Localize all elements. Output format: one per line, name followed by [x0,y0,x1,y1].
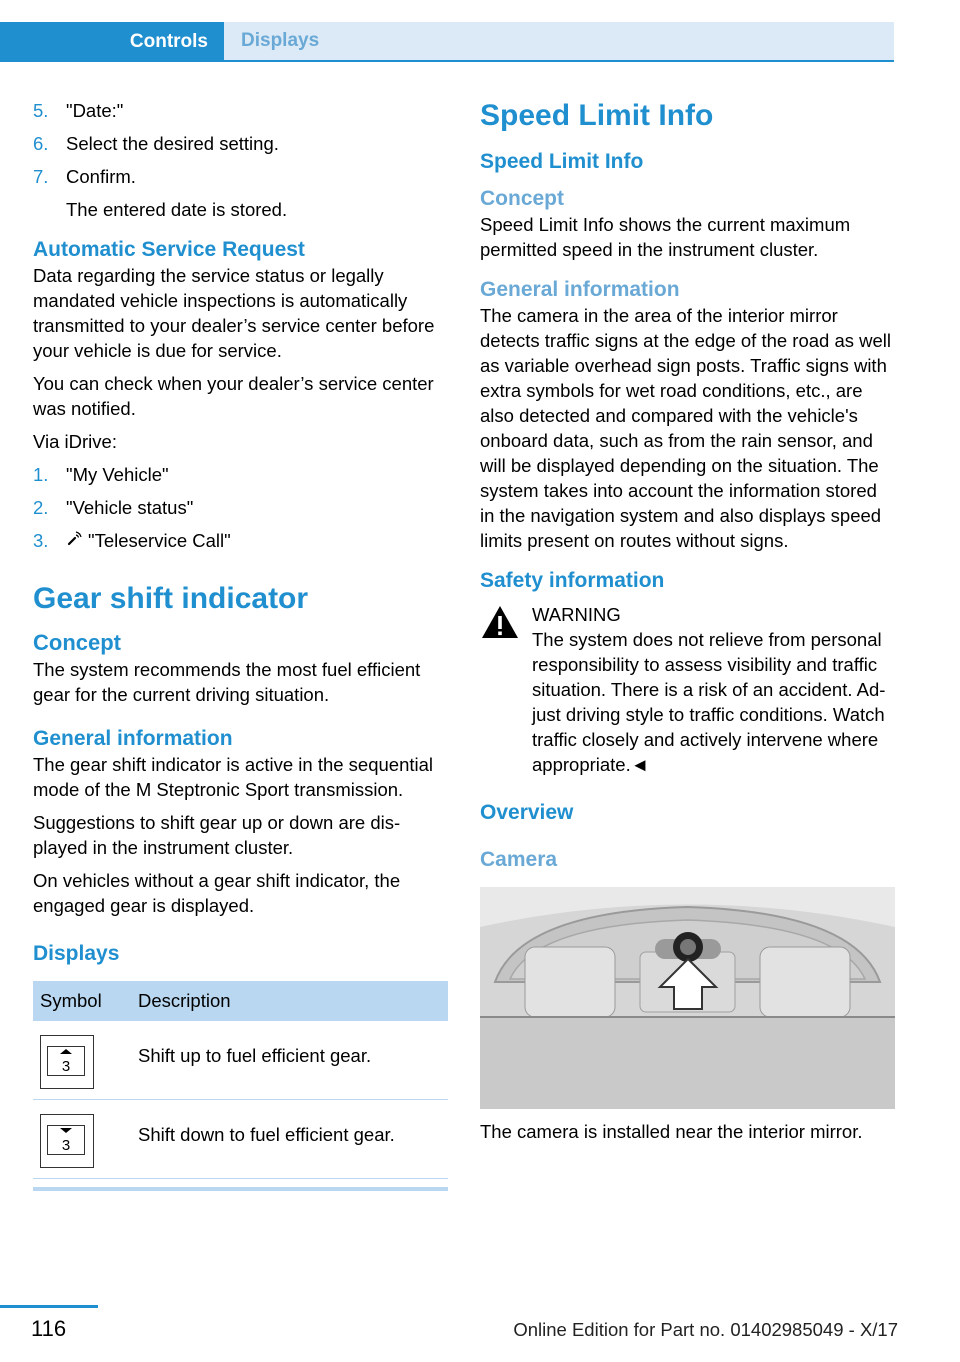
warning-triangle-icon [480,604,520,646]
displays-heading: Displays [33,942,120,965]
camera-illustration [480,887,895,1109]
safety-heading: Safety information [480,569,665,592]
list-item: 3. "Teleservice Call" [33,530,231,551]
gear-symbol-table [33,981,448,1179]
page-number: 116 [31,1316,67,1341]
asr-paragraph: Data regarding the service status or legally mandated vehicle inspections is automatically transmitted to your dealer’s service center before your vehicle is due for service. [33,265,435,361]
camera-caption: The camera is installed near the interior mirror. [480,1121,863,1142]
asr-paragraph: You can check when your dealer’s service center was notified. [33,373,434,419]
gear-number: 3 [61,1137,71,1154]
tab-displays[interactable]: Displays [224,22,894,60]
list-item: 2. "Vehicle status" [33,497,194,518]
general-paragraph: Suggestions to shift gear up or down are displayed in the instrument cluster. [33,812,401,858]
table-bottom-rule [33,1187,448,1191]
asr-paragraph: Via iDrive: [33,431,117,452]
right-column [480,98,895,1152]
edition-note: Online Edition for Part no. 01402985049 - X/17 [513,1319,898,1340]
idrive-steps-list [33,462,448,553]
concept-heading: Concept [480,187,564,210]
general-paragraph: The camera in the area of the interior mirror detects traffic signs at the edge of the road as well as variable overhead sign posts. Traffic signs with extra symbols for wet road conditions, etc., are also detected and compared with the vehicle's onboard data, such as from the rain sensor, and will be displayed depending on the situation. The system takes into account the information stored in the navigation system and also displays speed limits present on routes without signs. [480,305,892,551]
concept-paragraph: Speed Limit Info shows the current maximum permitted speed in the instrument cluster. [480,214,851,260]
warning-text: The system does not relieve from personal responsibility to assess visibility and traffic situation. There is a risk of an accident. Adjust driving style to traffic conditions. Watch traffic closely and actively intervene where appropriate.◄ [532,629,886,775]
table-header-row [33,981,448,1021]
gear-shift-title: Gear shift indicator [33,582,309,615]
gear-number: 3 [61,1058,71,1075]
concept-paragraph: The system recommends the most fuel efficient gear for the current driving situation. [33,659,421,705]
general-info-heading: General information [33,727,233,750]
date-steps-list [33,98,448,222]
column-header-symbol: Symbol [33,981,135,1021]
shift-down-icon [40,1114,94,1168]
list-item: 6. Select the desired setting. [33,133,279,154]
left-column [33,98,448,1191]
warning-label: WARNING [532,604,621,625]
warning-block [480,602,895,777]
camera-heading: Camera [480,848,558,871]
shift-up-description: Shift up to fuel efficient gear. [135,1021,448,1100]
list-item: 7. Confirm. The entered date is stored. [33,164,448,222]
tab-controls[interactable]: Controls [0,22,224,62]
teleservice-phone-icon [66,528,88,553]
header-divider [224,60,894,62]
speed-limit-title: Speed Limit Info [480,99,714,132]
general-info-heading: General information [480,278,680,301]
column-header-description: Description [135,981,448,1021]
overview-heading: Overview [480,801,574,824]
concept-heading: Concept [33,630,121,655]
table-row [33,1100,448,1179]
page-header [0,0,960,62]
general-paragraph: The gear shift indicator is active in the sequential mode of the M Steptronic Sport transmission. [33,754,434,800]
general-paragraph: On vehicles without a gear shift indicator, the engaged gear is displayed. [33,870,401,916]
list-item: 5. "Date:" [33,100,124,121]
shift-up-icon [40,1035,94,1089]
list-item: 1. "My Vehicle" [33,464,169,485]
speed-limit-subtitle: Speed Limit Info [480,150,644,173]
table-row [33,1021,448,1100]
asr-heading: Automatic Service Request [33,238,305,261]
step-result: The entered date is stored. [66,199,288,220]
footer-rule [0,1305,98,1308]
shift-down-description: Shift down to fuel efficient gear. [135,1100,448,1179]
